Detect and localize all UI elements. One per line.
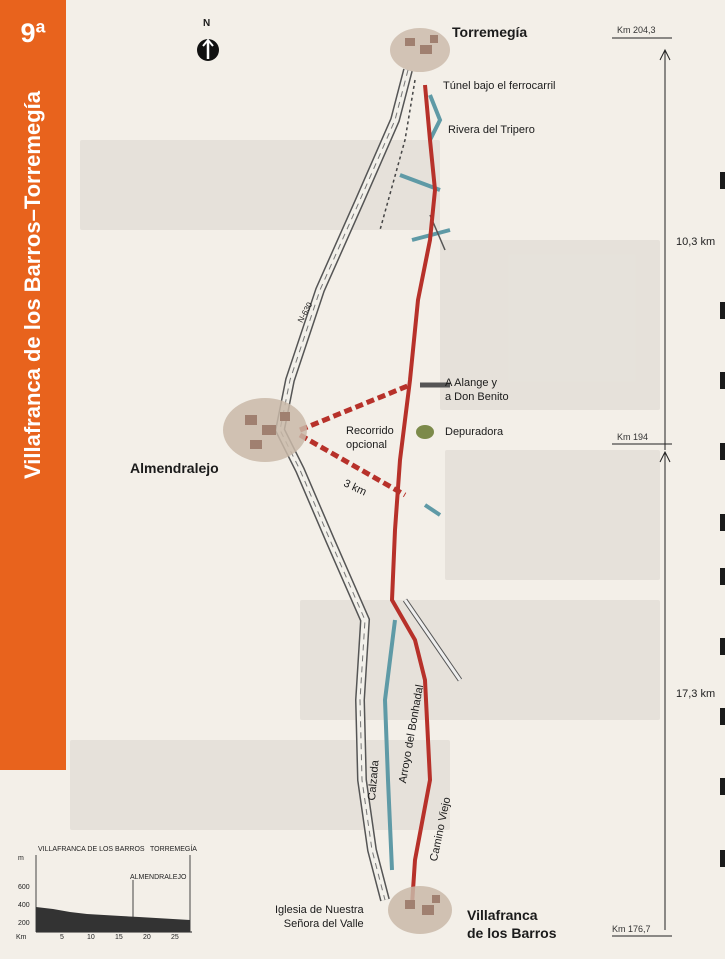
label-3km: 3 km: [341, 477, 369, 499]
profile-x-10: 10: [87, 934, 95, 941]
label-torremegia: Torremegía: [452, 24, 528, 40]
dist-upper: 10,3 km: [676, 236, 716, 248]
town-villafranca: [388, 886, 452, 934]
stage-number: 9ª: [20, 18, 46, 48]
edge-tab: [720, 850, 725, 867]
label-tunel: Túnel bajo el ferrocarril: [443, 80, 556, 92]
profile-mid: ALMENDRALEJO: [130, 874, 187, 881]
depuradora-icon: [416, 425, 434, 439]
edge-tab: [720, 443, 725, 460]
elevation-profile: [36, 855, 192, 932]
km-bottom: Km 176,7: [612, 924, 651, 934]
km-top: Km 204,3: [617, 25, 656, 35]
label-calzada: Calzada: [366, 759, 382, 802]
label-road: N-630: [296, 300, 315, 325]
label-arroyo: Arroyo del Bonhadal: [397, 683, 427, 785]
stage-title: Villafranca de los Barros–Torremegía: [20, 90, 45, 480]
dist-lower: 17,3 km: [676, 688, 716, 700]
edge-tab: [720, 568, 725, 585]
edge-tab: [720, 172, 725, 189]
edge-tab: [720, 708, 725, 725]
label-almendralejo: Almendralejo: [130, 460, 219, 476]
edge-tab: [720, 638, 725, 655]
north-arrow-icon: [197, 39, 219, 61]
profile-x-unit: Km: [16, 934, 27, 941]
river-arroyo: [385, 620, 395, 870]
profile-unit: m: [18, 855, 24, 862]
profile-y-600: 600: [18, 884, 30, 891]
profile-end: TORREMEGÍA: [150, 846, 197, 853]
label-camino: Camino Viejo: [428, 796, 454, 863]
label-villafranca: Villafranca de los Barros: [467, 907, 557, 941]
edge-tab: [720, 302, 725, 319]
label-depuradora: Depuradora: [445, 426, 504, 438]
profile-area: [36, 907, 190, 932]
edge-tab: [720, 778, 725, 795]
profile-x-5: 5: [60, 934, 64, 941]
town-almendralejo: [223, 398, 307, 462]
edge-tab: [720, 372, 725, 389]
north-label: N: [203, 18, 211, 29]
label-recorrido: Recorrido opcional: [346, 425, 394, 451]
profile-start: VILLAFRANCA DE LOS BARROS: [38, 846, 145, 853]
label-alange: A Alange y a Don Benito: [445, 377, 509, 403]
profile-y-400: 400: [18, 902, 30, 909]
label-rivera: Rivera del Tripero: [448, 124, 535, 136]
edge-tab: [720, 514, 725, 531]
km-mid: Km 194: [617, 432, 649, 442]
river-tripero: [430, 95, 440, 140]
profile-x-20: 20: [143, 934, 151, 941]
profile-y-200: 200: [18, 920, 30, 927]
profile-x-15: 15: [115, 934, 123, 941]
profile-x-25: 25: [171, 934, 179, 941]
town-torremegia: [390, 28, 450, 72]
distance-scale: [612, 38, 672, 936]
label-iglesia: Iglesia de Nuestra Señora del Valle: [275, 904, 364, 930]
